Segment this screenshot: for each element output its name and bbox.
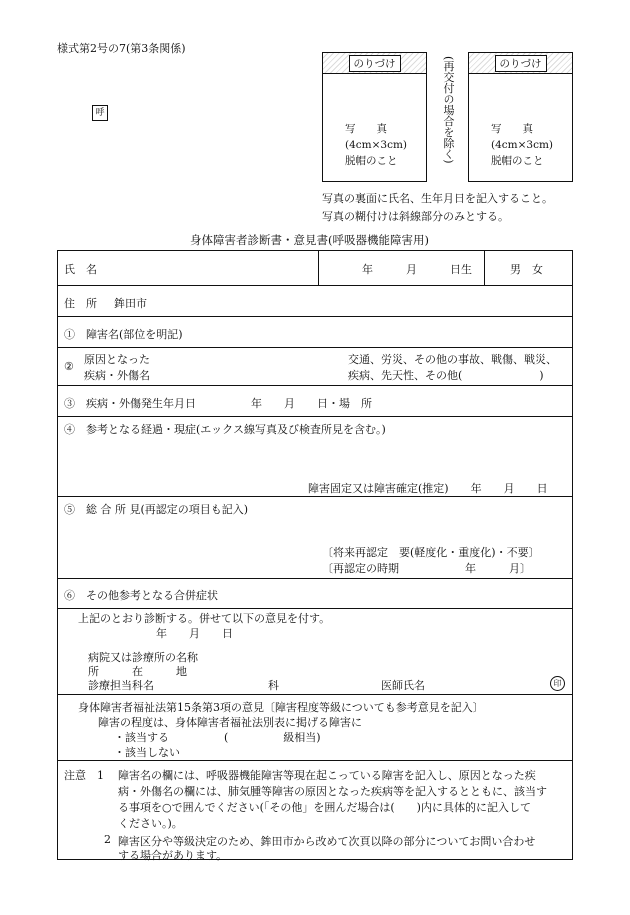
photo-hat-note: 脱帽のこと [345,155,398,167]
cause-label-a: 原因となった [84,353,150,366]
disability-name-label: ① 障害名(部位を明記) [64,328,183,341]
photo-box-right [468,52,573,182]
diagnosis-date: 年 月 日 [156,627,233,640]
opinion-no: ・該当しない [114,746,180,759]
complication-row [58,579,572,609]
doctor-name-label: 医師氏名 [381,679,425,692]
cause-options-a: 交通、労災、その他の事故、戦傷、戦災、 [348,353,557,366]
department-label: 診療担当科名 [88,679,154,692]
document-title: 身体障害者診断書・意見書(呼吸器機能障害用) [190,233,429,247]
opinion-row [58,695,572,761]
fixed-date: 障害固定又は障害確定(推定) 年 月 日 [308,482,548,495]
recert-future: 〔将来再認定 要(軽度化・重度化)・不要〕 [322,546,540,559]
address-label: 住 所 [64,297,97,310]
photo-size: (4cm×3cm) [491,139,554,151]
photo-note-1: 写真の裏面に氏名、生年月日を記入すること。 [322,192,553,205]
note-1-line-1: 障害名の欄には、呼吸器機能障害等現在起こっている障害を記入し、原因となった疾 [118,769,536,782]
note-2-line-1: 障害区分や等級決定のため、鉾田市から改めて次頁以降の部分についてお問い合わせ [118,835,536,848]
cause-number: ② [64,360,74,373]
name-row [58,251,572,286]
respiratory-mark: 呼 [92,105,108,121]
photo-label: 写 真 [345,123,387,135]
cause-label-b: 疾病・外傷名 [84,369,150,382]
opinion-title: 身体障害者福祉法第15条第3項の意見〔障害程度等級についても参考意見を記入〕 [78,701,484,714]
note-2-line-2: する場合があります。 [118,849,228,862]
diagnosis-form [57,250,573,860]
cause-row [58,348,572,386]
onset-label: ③ 疾病・外傷発生年月日 年 月 日・場 所 [64,397,372,410]
reissue-note: (再交付の場合を除く) [442,56,455,164]
note-1-line-2: 病・外傷名の欄には、肺気腫等障害の原因となった疾病等を記入するとともに、該当す [118,785,547,798]
photo-box-left [322,52,427,182]
gender: 男 女 [510,263,543,276]
location-label: 所 在 地 [88,665,187,678]
overall-row [58,497,572,579]
opinion-yes: ・該当する ( 級相当) [114,731,321,744]
disability-name-row [58,317,572,348]
address-row [58,286,572,317]
notes-section [58,761,572,862]
photo-label: 写 真 [491,123,533,135]
overall-label: ⑤ 総 合 所 見(再認定の項目も記入) [64,503,249,516]
hospital-label: 病院又は診療所の名称 [88,651,198,664]
onset-row [58,386,572,417]
doctor-row [58,609,572,695]
form-number: 様式第2号の7(第3条関係) [57,42,186,55]
history-row [58,417,572,497]
department-suffix: 科 [268,679,279,692]
note-1-line-3: る事項を○で囲んでください(「その他」を囲んだ場合は( )内に具体的に記入して [118,801,531,814]
photo-size: (4cm×3cm) [345,139,408,151]
note-1-line-4: ください。)。 [118,817,183,830]
address-value: 鉾田市 [114,297,147,310]
notes-head: 注意 1 [64,769,104,782]
note-2-number: 2 [104,833,111,846]
photo-note-2: 写真の糊付けは斜線部分のみとする。 [322,210,509,223]
glue-area-left: のりづけ [323,53,426,74]
birth-date: 年 月 日生 [362,263,472,276]
diagnosis-statement: 上記のとおり診断する。併せて以下の意見を付す。 [78,612,331,625]
recert-timing: 〔再認定の時期 年 月〕 [322,562,531,575]
history-label: ④ 参考となる経過・現症(エックス線写真及び検査所見を含む。) [64,423,386,436]
cause-options-b: 疾病、先天性、その他( ) [348,369,544,382]
seal-mark: 印 [550,676,565,691]
name-label: 氏 名 [64,263,97,276]
complication-label: ⑥ その他参考となる合併症状 [64,589,218,602]
glue-area-right: のりづけ [469,53,572,74]
opinion-desc: 障害の程度は、身体障害者福祉法別表に掲げる障害に [98,716,362,729]
photo-hat-note: 脱帽のこと [491,155,544,167]
